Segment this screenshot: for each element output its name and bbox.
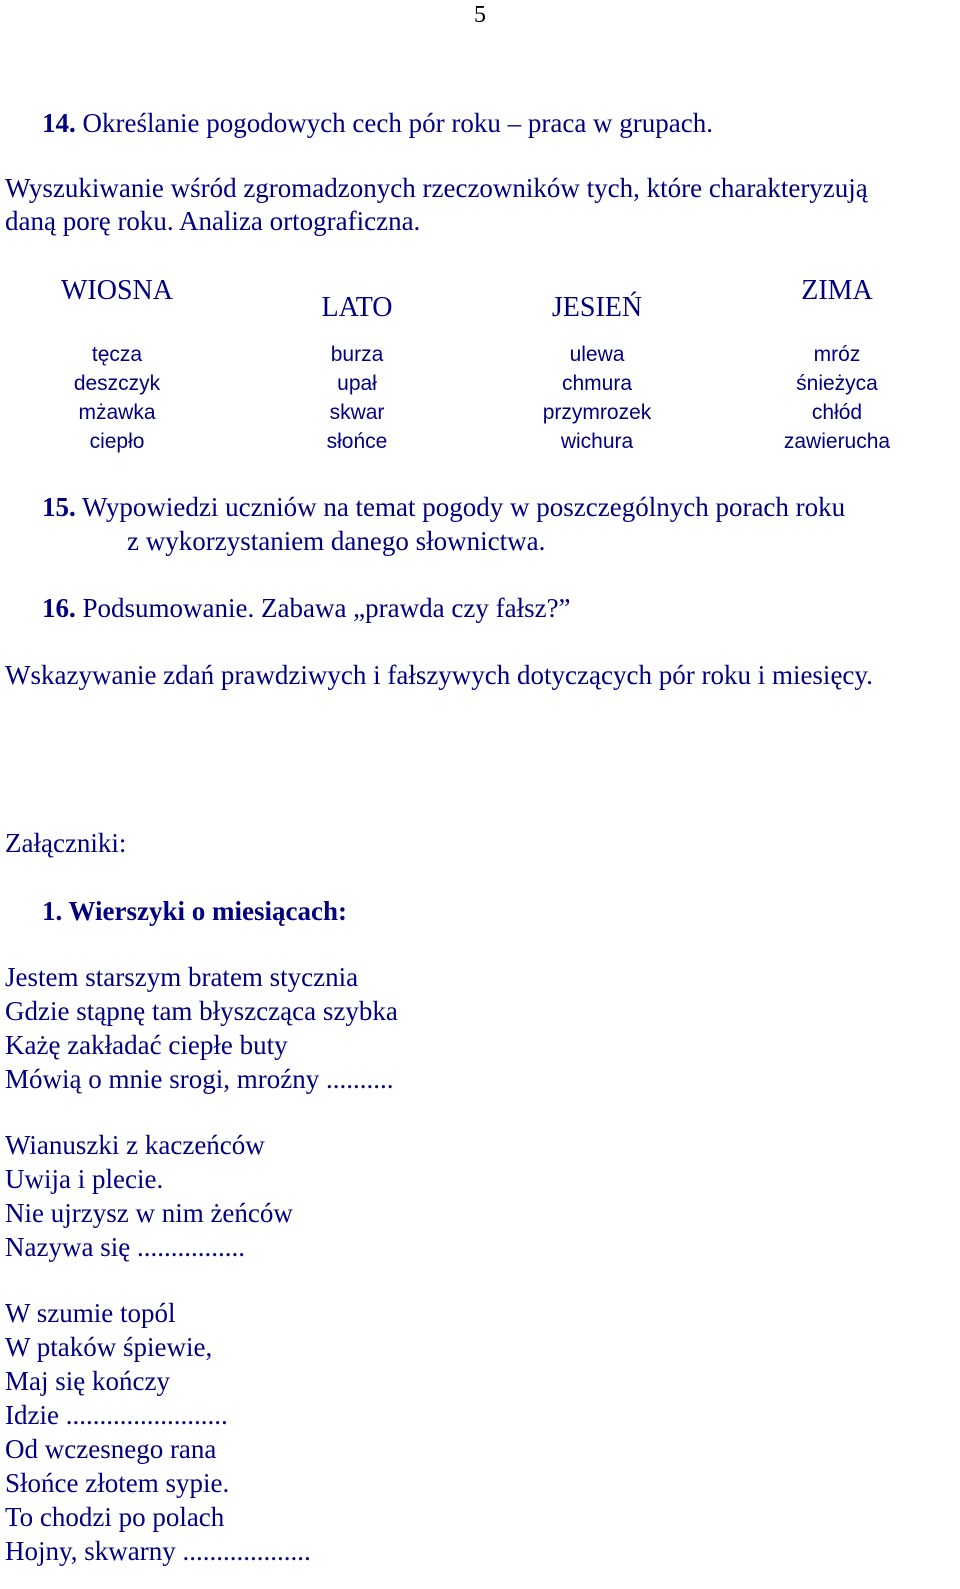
- poem-line: Uwija i plecie.: [5, 1164, 164, 1194]
- section-15-line2: z wykorzystaniem danego słownictwa.: [127, 526, 546, 556]
- section-16-heading: [42, 591, 571, 625]
- season-column-zima: [737, 340, 937, 456]
- section-16-title: Podsumowanie. Zabawa „prawda czy fałsz?”: [82, 593, 571, 623]
- season-header-zima: ZIMA: [801, 275, 873, 306]
- season-word: przymrozek: [542, 401, 652, 424]
- season-word: ulewa: [569, 343, 625, 366]
- poem-line: To chodzi po polach: [5, 1502, 225, 1532]
- season-column-lato: [257, 340, 457, 456]
- section-14-heading: [42, 106, 713, 140]
- season-header-wiosna: WIOSNA: [61, 275, 173, 306]
- poem-3: [5, 1296, 311, 1568]
- section-15-number: 15.: [42, 492, 76, 522]
- poem-2: [5, 1128, 293, 1264]
- season-word: deszczyk: [73, 372, 161, 395]
- attachments-label: Załączniki:: [5, 828, 127, 858]
- poem-line: Od wczesnego rana: [5, 1434, 217, 1464]
- season-word: tęcza: [91, 343, 143, 366]
- season-word: mżawka: [78, 401, 156, 424]
- section-15-line1: Wypowiedzi uczniów na temat pogody w poszczególnych porach roku: [82, 492, 846, 522]
- poem-line: W szumie topól: [5, 1298, 176, 1328]
- season-word: upał: [337, 372, 377, 395]
- season-word: ciepło: [89, 430, 145, 453]
- section-14-title: Określanie pogodowych cech pór roku – praca w grupach.: [82, 108, 714, 138]
- section-16-number: 16.: [42, 593, 76, 623]
- season-column-jesien: [497, 340, 697, 456]
- season-column-wiosna: [17, 340, 217, 456]
- poem-line: Słońce złotem sypie.: [5, 1468, 230, 1498]
- season-word: burza: [330, 343, 384, 366]
- attachment-item-number: 1.: [42, 896, 63, 926]
- season-header-lato: LATO: [321, 292, 393, 323]
- season-word: śnieżyca: [796, 372, 878, 395]
- poem-line: Wianuszki z kaczeńców: [5, 1130, 265, 1160]
- poem-line: Mówią o mnie srogi, mroźny ..........: [5, 1064, 394, 1094]
- attachment-item-title: Wierszyki o miesiącach:: [68, 896, 347, 926]
- poem-line: Gdzie stąpnę tam błyszcząca szybka: [5, 996, 398, 1026]
- poem-1: [5, 960, 398, 1096]
- poem-line: Hojny, skwarny ...................: [5, 1536, 311, 1566]
- attachment-item-heading: [42, 894, 347, 928]
- season-word: słońce: [326, 430, 388, 453]
- season-word: chłód: [811, 401, 863, 424]
- section-15-heading: [42, 490, 845, 524]
- season-word: wichura: [560, 430, 634, 453]
- poem-line: Idzie ........................: [5, 1400, 228, 1430]
- poem-line: Nie ujrzysz w nim żeńców: [5, 1198, 293, 1228]
- season-word: skwar: [329, 401, 385, 424]
- season-header-jesien: JESIEŃ: [551, 292, 643, 323]
- section-14-number: 14.: [42, 108, 76, 138]
- season-word: zawierucha: [783, 430, 891, 453]
- season-word: chmura: [561, 372, 633, 395]
- poem-line: W ptaków śpiewie,: [5, 1332, 213, 1362]
- poem-line: Każę zakładać ciepłe buty: [5, 1030, 288, 1060]
- section-14-desc-line1: Wyszukiwanie wśród zgromadzonych rzeczowników tych, które charakteryzują: [5, 173, 868, 203]
- section-14-desc-line2: daną porę roku. Analiza ortograficzna.: [5, 206, 421, 236]
- poem-line: Jestem starszym bratem stycznia: [5, 962, 359, 992]
- poem-line: Maj się kończy: [5, 1366, 170, 1396]
- section-16-desc: Wskazywanie zdań prawdziwych i fałszywych dotyczących pór roku i miesięcy.: [5, 660, 873, 690]
- season-word: mróz: [813, 343, 861, 366]
- poem-line: Nazywa się ................: [5, 1232, 245, 1262]
- page-number: 5: [474, 2, 486, 28]
